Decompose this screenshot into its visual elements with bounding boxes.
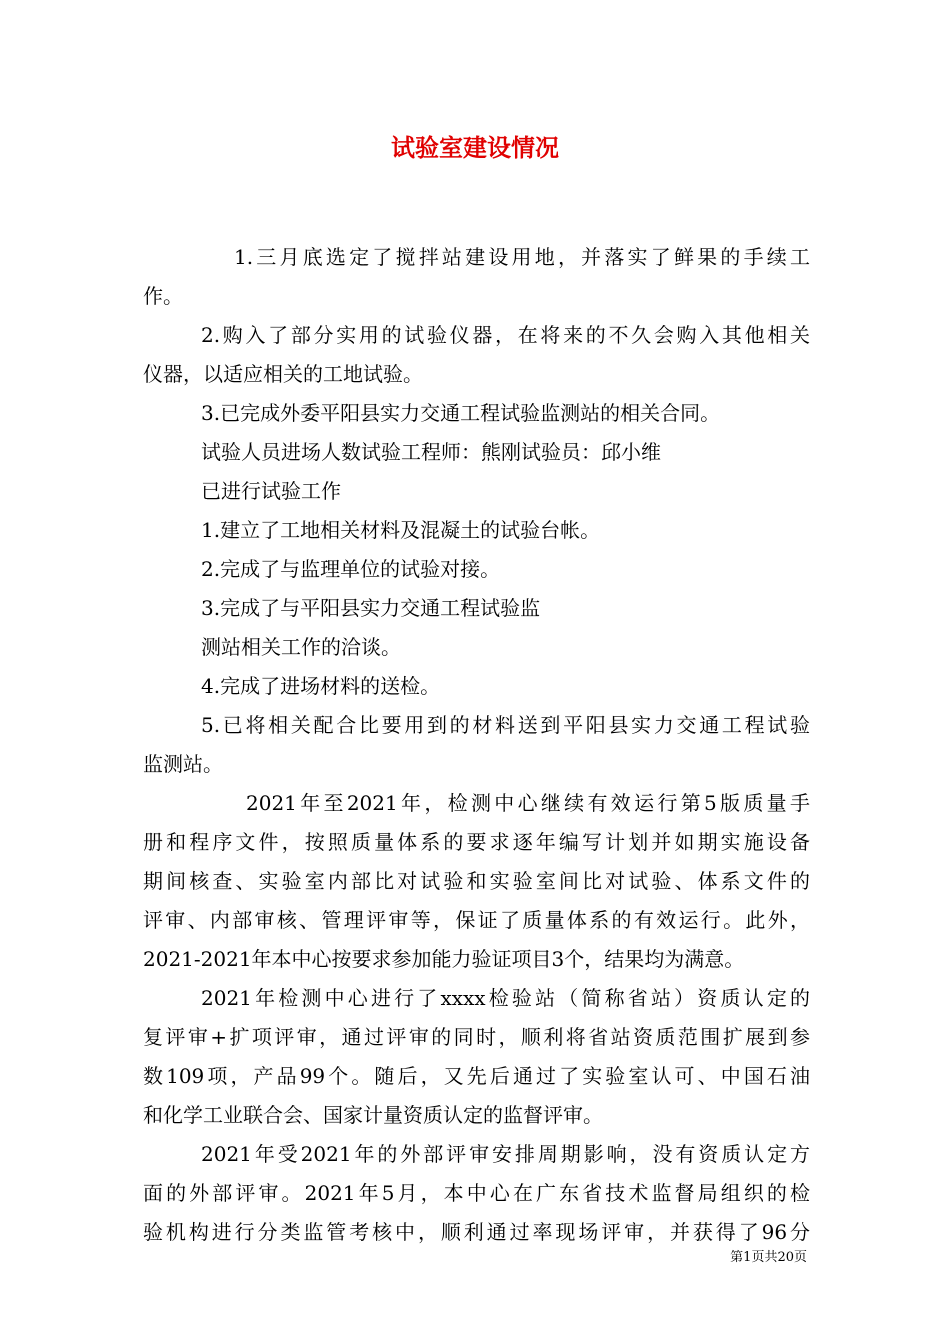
text-line: 作。 xyxy=(143,284,183,308)
text-line: 2021年检测中心进行了xxxx检验站（简称省站）资质认定的 xyxy=(201,986,810,1010)
text-line: 2.完成了与监理单位的试验对接。 xyxy=(201,557,501,581)
text-line: 5.已将相关配合比要用到的材料送到平阳县实力交通工程试验 xyxy=(201,713,810,737)
text-line: 评审、内部审核、管理评审等，保证了质量体系的有效运行。此外， xyxy=(143,908,810,932)
document-title: 试验室建设情况 xyxy=(391,134,559,162)
text-line: 复评审+扩项评审，通过评审的同时，顺利将省站资质范围扩展到参 xyxy=(143,1025,810,1049)
text-line: 2021年受2021年的外部评审安排周期影响，没有资质认定方 xyxy=(201,1142,810,1166)
text-line: 监测站。 xyxy=(143,752,223,776)
text-line: 2.购入了部分实用的试验仪器，在将来的不久会购入其他相关 xyxy=(201,323,810,347)
text-line: 册和程序文件，按照质量体系的要求逐年编写计划并如期实施设备 xyxy=(143,830,810,854)
text-line: 验机构进行分类监管考核中，顺利通过率现场评审，并获得了96分 xyxy=(143,1220,810,1244)
text-line: 期间核查、实验室内部比对试验和实验室间比对试验、体系文件的 xyxy=(143,869,810,893)
text-line: 2021年至2021年，检测中心继续有效运行第5版质量手 xyxy=(246,791,810,815)
text-line: 1.建立了工地相关材料及混凝土的试验台帐。 xyxy=(201,518,601,542)
text-line: 3.已完成外委平阳县实力交通工程试验监测站的相关合同。 xyxy=(201,401,721,425)
text-line: 试验人员进场人数试验工程师：熊刚试验员：邱小维 xyxy=(201,440,661,464)
text-line: 已进行试验工作 xyxy=(201,479,341,503)
text-line: 测站相关工作的洽谈。 xyxy=(201,635,401,659)
text-line: 3.完成了与平阳县实力交通工程试验监 xyxy=(201,596,541,620)
text-line: 数109项，产品99个。随后，又先后通过了实验室认可、中国石油 xyxy=(143,1064,810,1088)
text-line: 仪器，以适应相关的工地试验。 xyxy=(143,362,423,386)
page-number-footer: 第1页共20页 xyxy=(730,1250,807,1265)
text-line: 4.完成了进场材料的送检。 xyxy=(201,674,441,698)
text-line: 面的外部评审。2021年5月，本中心在广东省技术监督局组织的检 xyxy=(143,1181,810,1205)
text-line: 2021-2021年本中心按要求参加能力验证项目3个，结果均为满意。 xyxy=(143,947,745,971)
text-line: 1.三月底选定了搅拌站建设用地，并落实了鲜果的手续工 xyxy=(234,245,810,269)
text-line: 和化学工业联合会、国家计量资质认定的监督评审。 xyxy=(143,1103,603,1127)
document-body xyxy=(143,238,810,1252)
